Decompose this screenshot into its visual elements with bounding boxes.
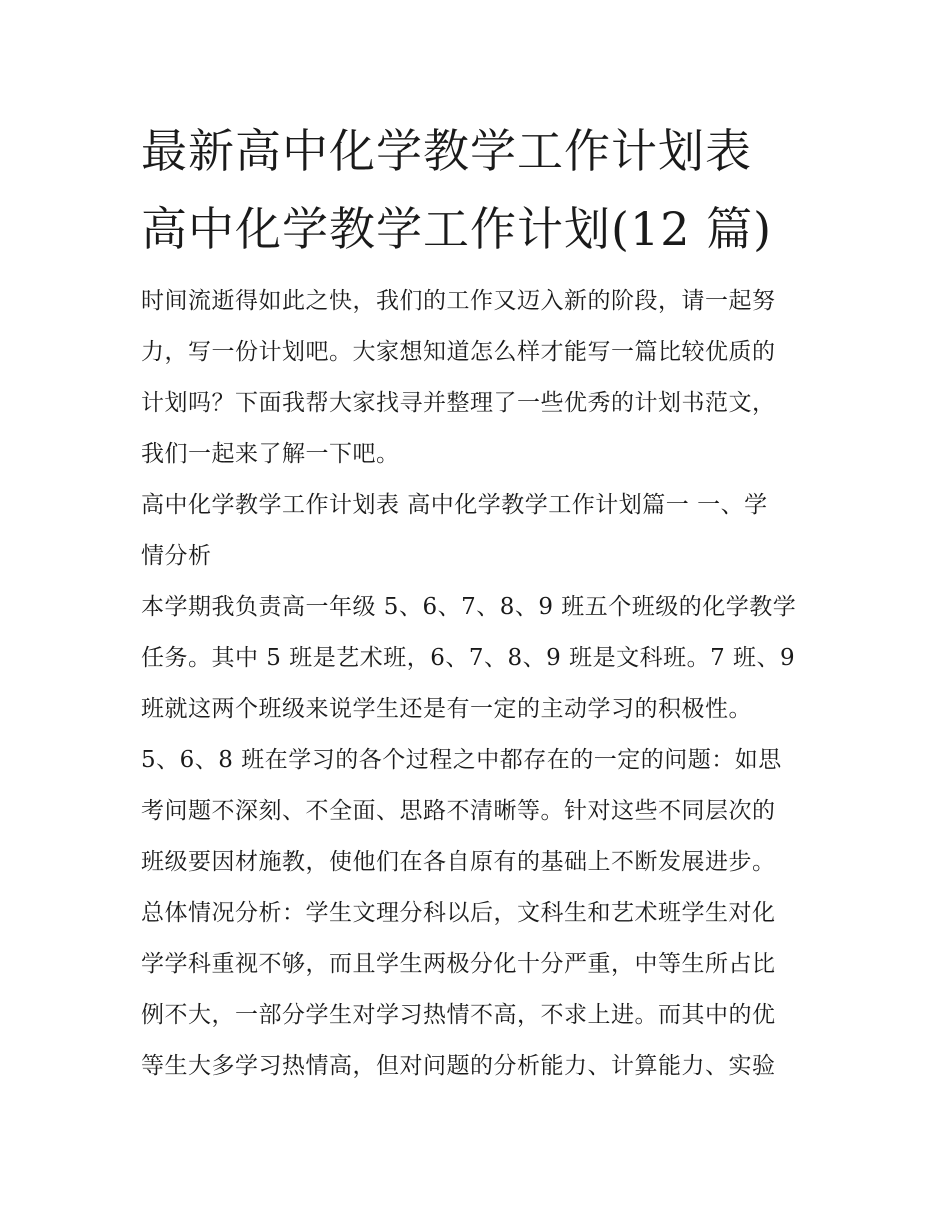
document-title — [141, 112, 813, 268]
title-line: 高中化学教学工作计划(12 篇) — [141, 202, 773, 256]
section-heading — [141, 480, 813, 582]
text-line: 总体情况分析：学生文理分科以后，文科生和艺术班学生对化 — [141, 900, 776, 926]
document-page — [141, 112, 813, 1092]
title-line: 最新高中化学教学工作计划表 — [141, 124, 752, 178]
text-line: 高中化学教学工作计划表 高中化学教学工作计划篇一 一、学 — [141, 492, 768, 518]
text-line: 力，写一份计划吧。大家想知道怎么样才能写一篇比较优质的 — [141, 339, 776, 365]
text-line: 计划吗？下面我帮大家找寻并整理了一些优秀的计划书范文， — [141, 390, 776, 416]
intro-paragraph — [141, 276, 813, 480]
text-line: 例不大，一部分学生对学习热情不高，不求上进。而其中的优 — [141, 1002, 776, 1028]
text-line: 我们一起来了解一下吧。 — [141, 441, 400, 467]
text-line: 班级要因材施教，使他们在各自原有的基础上不断发展进步。 — [141, 849, 776, 875]
body-paragraph — [141, 582, 813, 1092]
text-line: 等生大多学习热情高，但对问题的分析能力、计算能力、实验 — [141, 1053, 776, 1079]
text-line: 本学期我负责高一年级 5、6、7、8、9 班五个班级的化学教学 — [141, 594, 797, 620]
text-line: 考问题不深刻、不全面、思路不清晰等。针对这些不同层次的 — [141, 798, 776, 824]
text-line: 情分析 — [141, 543, 212, 569]
text-line: 班就这两个班级来说学生还是有一定的主动学习的积极性。 — [141, 696, 752, 722]
text-line: 5、6、8 班在学习的各个过程之中都存在的一定的问题：如思 — [141, 747, 782, 773]
text-line: 学学科重视不够，而且学生两极分化十分严重，中等生所占比 — [141, 951, 776, 977]
text-line: 任务。其中 5 班是艺术班，6、7、8、9 班是文科班。7 班、9 — [141, 645, 796, 671]
text-line: 时间流逝得如此之快，我们的工作又迈入新的阶段，请一起努 — [141, 288, 776, 314]
